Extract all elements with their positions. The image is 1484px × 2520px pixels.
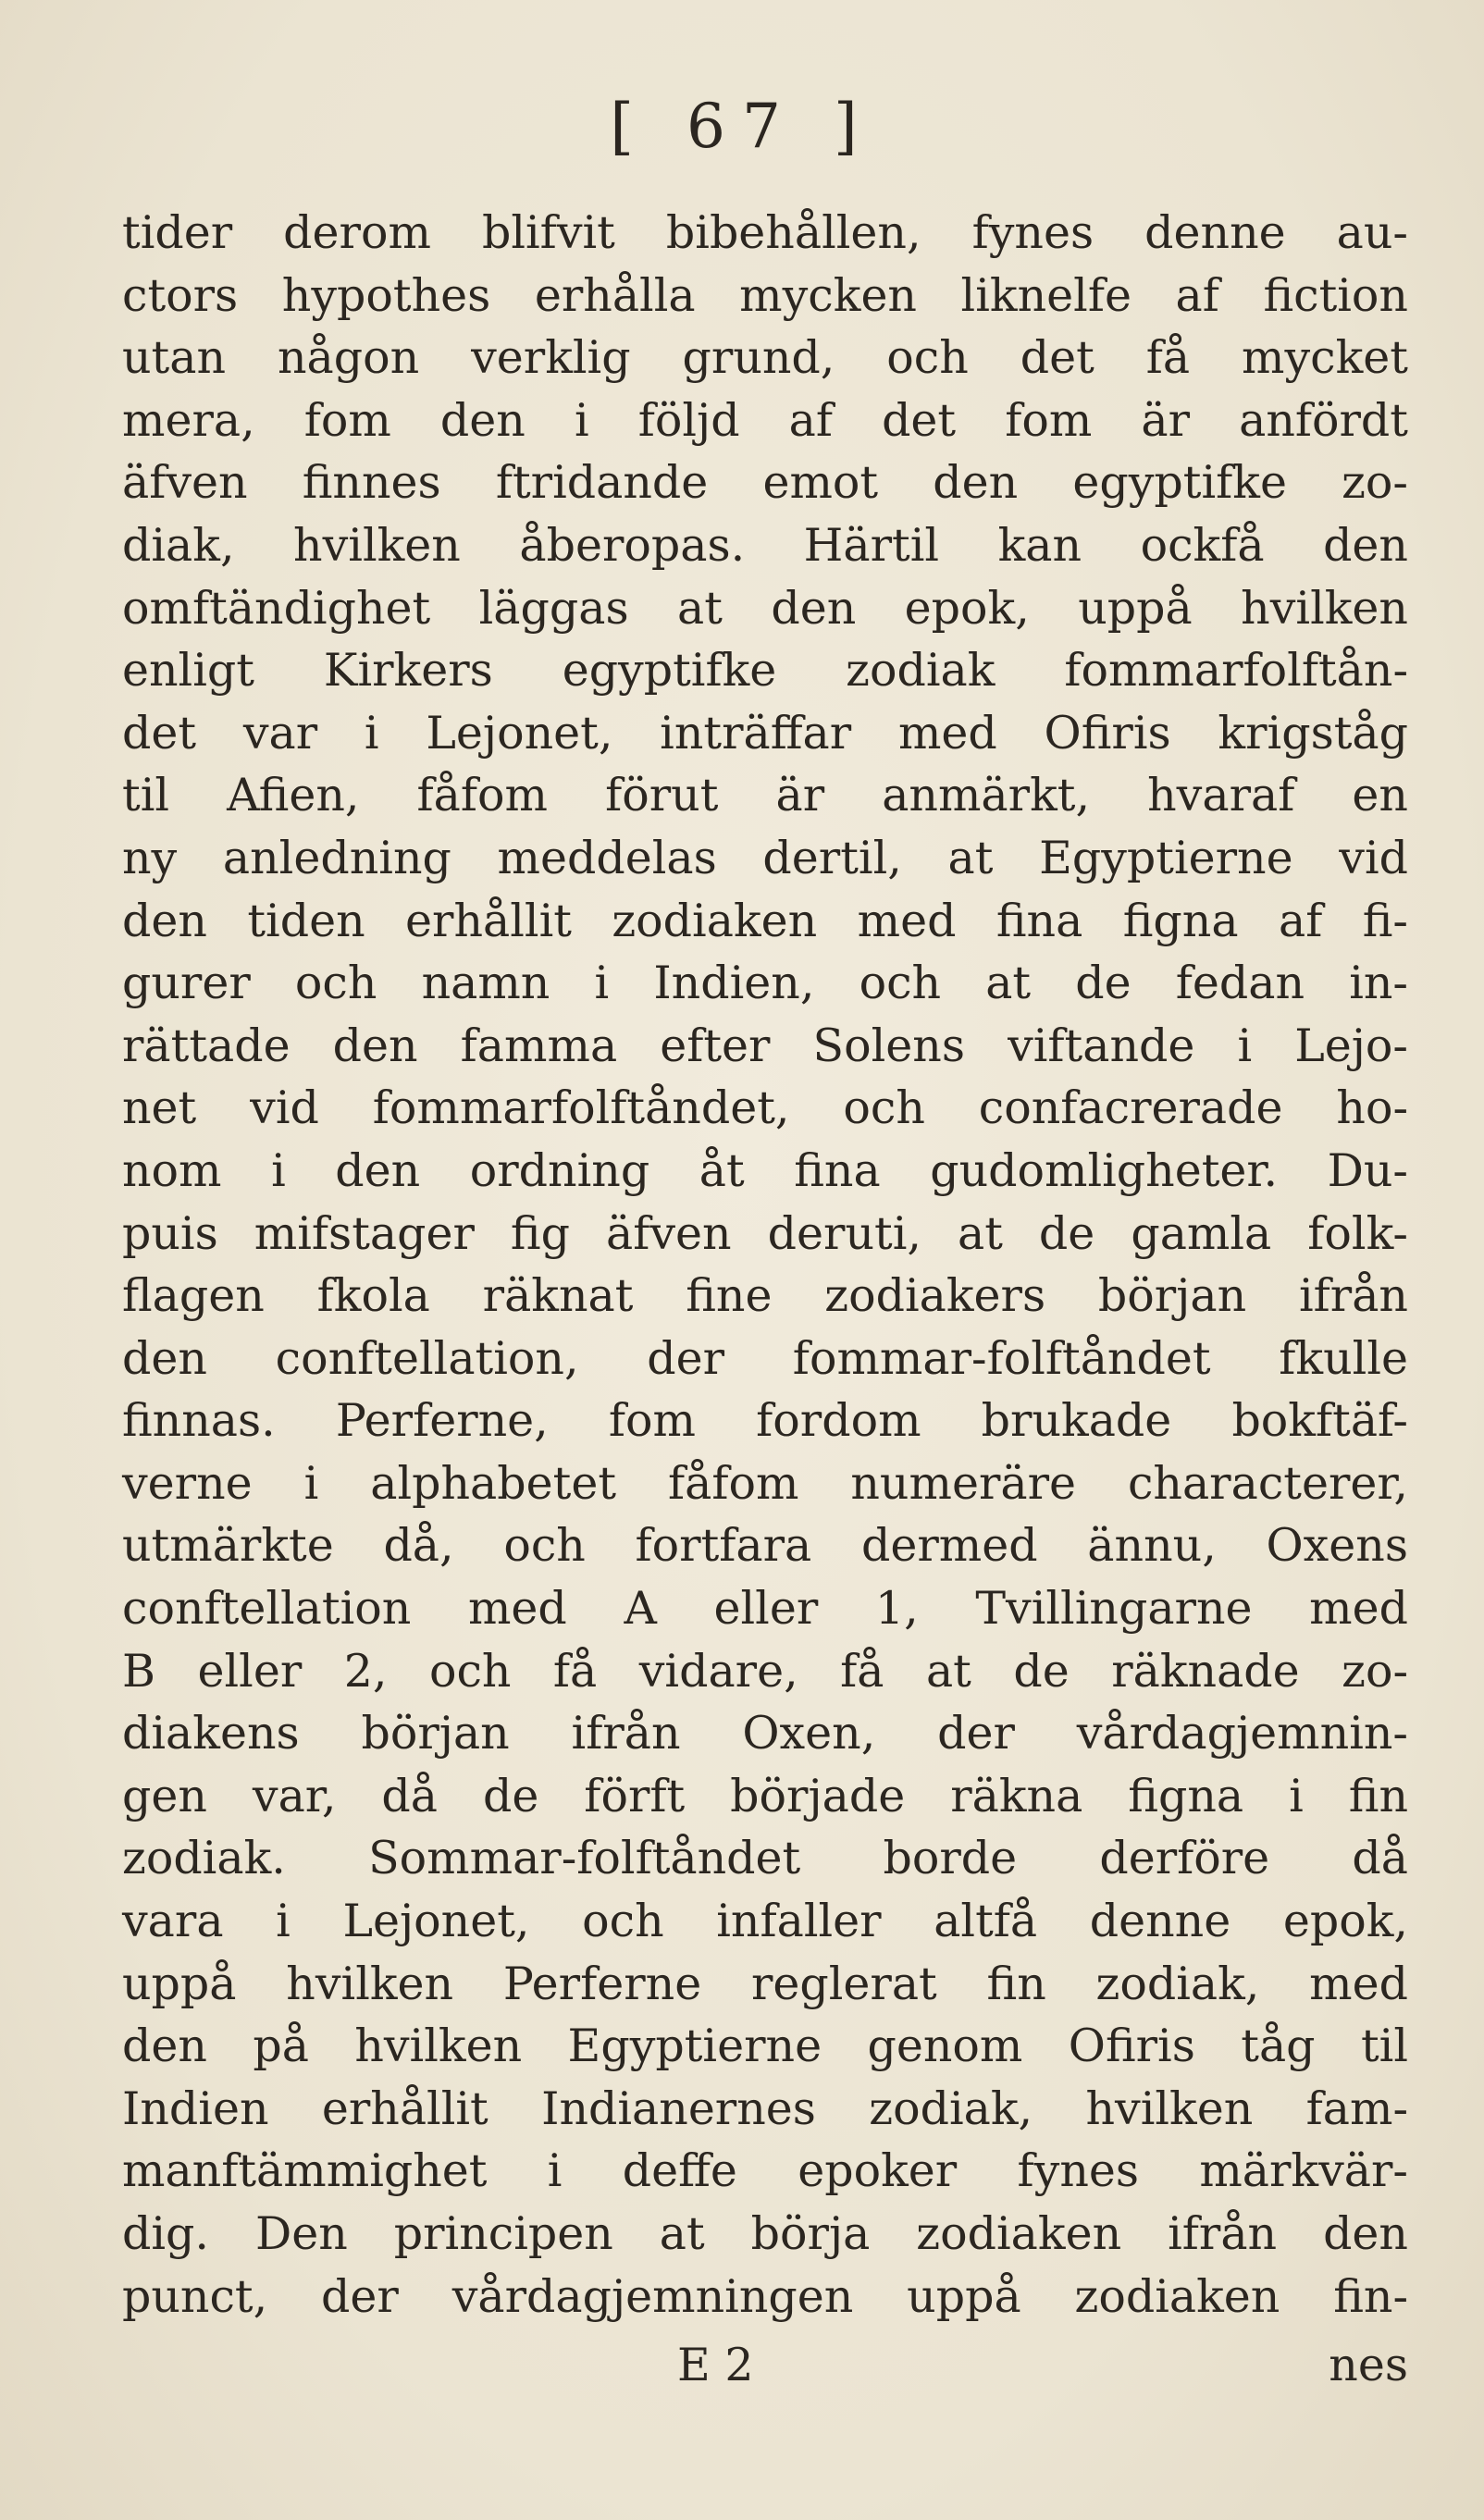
- text-line: vara i Lejonet, och infaller altfå denne epok,: [122, 1895, 1408, 1948]
- text-line: verne i alphabetet fåfom numeräre characterer,: [122, 1456, 1408, 1510]
- text-line: puis mifstager fig äfven deruti, at de gamla folk-: [122, 1206, 1408, 1260]
- page-footer: [122, 2333, 1408, 2398]
- text-line: uppå hvilken Perferne reglerat fin zodiak, med: [122, 1957, 1408, 2010]
- text-line: gen var, då de förft började räkna figna i fin: [122, 1769, 1408, 1822]
- text-line: diak, hvilken åberopas. Härtil kan ockfå den: [122, 518, 1408, 572]
- catchword: nes: [1329, 2339, 1408, 2391]
- text-line: mera, fom den i följd af det fom är anfördt: [122, 393, 1408, 447]
- text-line: enligt Kirkers egyptifke zodiak fommarfolftån-: [122, 644, 1408, 698]
- text-line: finnas. Perferne, fom fordom brukade bokftäf-: [122, 1394, 1408, 1448]
- signature-mark: E 2: [677, 2339, 754, 2391]
- text-line: zodiak. Sommar-folftåndet borde derföre då: [122, 1832, 1408, 1885]
- text-line: til Afien, fåfom förut är anmärkt, hvaraf en: [122, 769, 1408, 822]
- text-line: Indien erhållit Indianernes zodiak, hvilken fam-: [122, 2081, 1408, 2135]
- text-line: den tiden erhållit zodiaken med fina figna af fi-: [122, 894, 1408, 947]
- page-number: [ 67 ]: [610, 91, 874, 162]
- text-line: ny anledning meddelas dertil, at Egyptierne vid: [122, 831, 1408, 884]
- text-line: conftellation med A eller 1, Tvillingarne med: [122, 1582, 1408, 1636]
- text-line: diakens början ifrån Oxen, der vårdagjemnin-: [122, 1707, 1408, 1760]
- text-line: den på hvilken Egyptierne genom Ofiris tåg til: [122, 2020, 1408, 2073]
- text-line: manftämmighet i deffe epoker fynes märkvär-: [122, 2144, 1408, 2198]
- text-line: nom i den ordning åt fina gudomligheter. Du-: [122, 1143, 1408, 1197]
- text-line: punct, der vårdagjemningen uppå zodiaken fin-: [122, 2269, 1408, 2323]
- text-line: ctors hypothes erhålla mycken liknelfe af fiction: [122, 268, 1408, 322]
- text-line: omftändighet läggas at den epok, uppå hvilken: [122, 581, 1408, 635]
- text-line: den conftellation, der fommar-folftåndet fkulle: [122, 1331, 1408, 1385]
- text-line: dig. Den principen at börja zodiaken ifrån den: [122, 2207, 1408, 2260]
- text-line: B eller 2, och få vidare, få at de räknade zo-: [122, 1644, 1408, 1698]
- text-line: gurer och namn i Indien, och at de fedan in-: [122, 957, 1408, 1010]
- text-line: äfven finnes ftridande emot den egyptifke zo-: [122, 456, 1408, 510]
- text-line: utmärkte då, och fortfara dermed ännu, Oxens: [122, 1519, 1408, 1573]
- text-line: utan någon verklig grund, och det få mycket: [122, 331, 1408, 385]
- text-line: tider derom blifvit bibehållen, fynes denne au-: [122, 206, 1408, 259]
- body-text: [122, 202, 1408, 2328]
- text-line: net vid fommarfolftåndet, och confacrerade ho-: [122, 1081, 1408, 1135]
- text-line: det var i Lejonet, inträffar med Ofiris krigståg: [122, 706, 1408, 760]
- text-line: rättade den famma efter Solens viftande i Lejo-: [122, 1019, 1408, 1072]
- text-line: flagen fkola räknat fine zodiakers början ifrån: [122, 1269, 1408, 1323]
